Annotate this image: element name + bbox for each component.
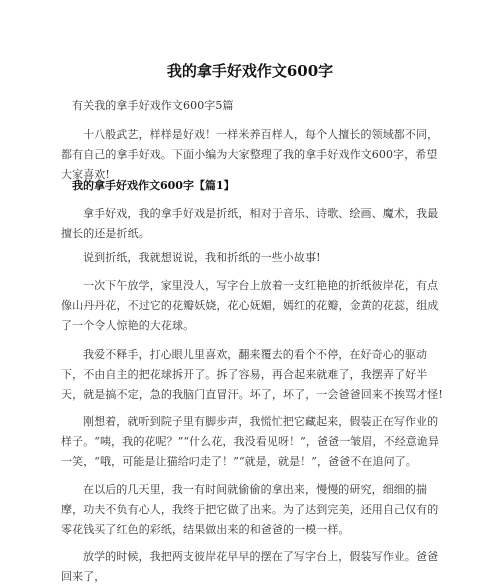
body-paragraph-7: 放学的时候，我把两支彼岸花早早的摆在了写字台上，假装写作业。爸爸回来了， bbox=[61, 550, 439, 583]
body-paragraph-6: 在以后的几天里，我一有时间就偷偷的拿出来，慢慢的研究，细细的揣摩，功夫不负有心人，我终于把它做了出来。为了达到完美，还用自己仅有的零花钱买了红色的彩纸，结果做出来的和爸爸的一模一样。 bbox=[61, 483, 439, 536]
body-paragraph-5: 刚想着，就听到院子里有脚步声，我慌忙把它藏起来，假装正在写作业的样子。“咦，我的花呢？”“什么花，我没看见呀！”，爸爸一皱眉，不经意诡异一笑，“哦，可能是让猫给叼走了！”“就是，就是！”，爸爸不在追问了。 bbox=[61, 415, 440, 468]
body-paragraph-4: 我爱不释手，打心眼儿里喜欢，翻来覆去的看个不停，在好奇心的驱动下，不由自主的把花球拆开了。拆了容易，再合起来就难了，我摆弄了好半天，就是搞不定，急的我脑门直冒汗。坏了，坏了，一会爸爸回来不挨骂才怪! bbox=[61, 348, 443, 401]
section-heading: 我的拿手好戏作文600字【篇1】 bbox=[72, 179, 235, 192]
body-paragraph-3: 一次下午放学，家里没人，写字台上放着一支红艳艳的折纸彼岸花，有点像山丹丹花，不过它的花瓣妖娆，花心妩媚，嫣红的花瓣，金黄的花蕊，组成了一个令人惊艳的大花球。 bbox=[61, 279, 439, 332]
body-paragraph-2: 说到折纸，我就想说说，我和折纸的一些小故事! bbox=[83, 251, 321, 264]
page-title: 我的拿手好戏作文600字 bbox=[166, 62, 334, 80]
body-paragraph-1: 拿手好戏，我的拿手好戏是折纸，相对于音乐、诗歌、绘画、魔术，我最擅长的还是折纸。 bbox=[61, 207, 439, 240]
intro-line: 有关我的拿手好戏作文600字5篇 bbox=[72, 99, 234, 112]
intro-paragraph: 十八般武艺，样样是好戏！一样米养百样人，每个人擅长的领域都不同，都有自己的拿手好戏。下面小编为大家整理了我的拿手好戏作文600字，希望大家喜欢! bbox=[61, 128, 439, 181]
